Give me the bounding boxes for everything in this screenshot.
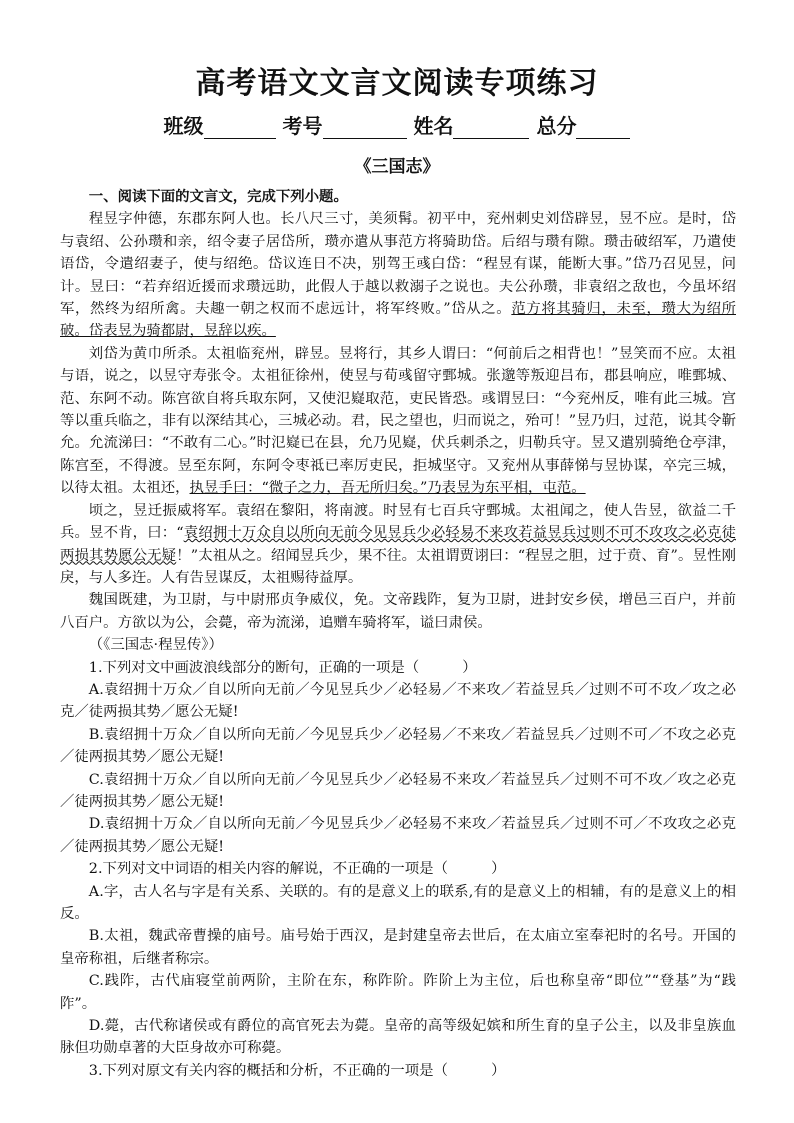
book-title: 《三国志》: [354, 157, 440, 177]
passage-text: 程昱字仲德，东郡东阿人也。长八尺三寸，美须髯。初平中，兖州刺史刘岱辟昱，昱不应。是时，岱与袁绍、公孙瓒和亲，绍令妻子居岱所，瓒亦遣从事范方将骑助岱。后绍与瓒有隙。瓒击破绍军，乃遣使语岱，令遣绍妻子，使与绍绝。岱议连日不决，别驾王彧白岱：“程昱有谋，能断大事。”岱乃召见昱，问计。昱曰：“若弃绍近援而求瓒远助，此假人于越以救溺子之说也。夫公孙瓒，非袁绍之敌也，今虽坏绍军，然终为绍所禽。夫趣一朝之权而不虑远计，将军终败。”岱从之。: [60, 211, 736, 318]
underlined-sentence-2: 执昱手曰：“微子之力，吾无所归矣。”乃表昱为东平相，屯范。: [189, 480, 586, 497]
question-2-stem: 2.下列对文中词语的相关内容的解说，不正确的一项是（ ）: [88, 861, 506, 878]
passage-source: （《三国志·程昱传》）: [88, 637, 223, 654]
question-2-option-c[interactable]: C.践阼，古代庙寝堂前两阶，主阶在东，称阼阶。阼阶上为主位，后也称皇帝“即位”“登基”为“践阼”。: [60, 973, 736, 1012]
question-3-stem: 3.下列对原文有关内容的概括和分析，不正确的一项是（ ）: [88, 1062, 506, 1079]
section-heading: 一、阅读下面的文言文，完成下列小题。: [88, 189, 348, 205]
score-blank[interactable]: [576, 118, 630, 139]
page-title: 高考语文文言文阅读专项练习: [195, 66, 599, 101]
question-1-option-a[interactable]: A.袁绍拥十万众／自以所向无前／今见昱兵少／必轻易／不来攻／若益昱兵／过则不可不攻／攻之必克／徒两损其势／愿公无疑!: [60, 681, 736, 721]
passage-paragraph-3: [60, 500, 736, 590]
wavy-underlined-sentence: 袁绍拥十万众自以所向无前今见昱兵少必轻易不来攻若益昱兵过则不可不攻攻之必克徒两损其势愿公无疑: [60, 525, 736, 564]
score-label: 总分: [536, 114, 577, 138]
number-blank[interactable]: [323, 118, 407, 139]
number-label: 考号: [282, 114, 323, 138]
question-2-option-d[interactable]: D.薨，古代称诸侯或有爵位的高官死去为薨。皇帝的高等级妃嫔和所生育的皇子公主，以及非皇族血脉但功勋卓著的大臣身故亦可称薨。: [60, 1018, 736, 1057]
passage-paragraph-2: [60, 343, 736, 500]
question-1-stem: 1.下列对文中画波浪线部分的断句，正确的一项是（ ）: [88, 659, 477, 676]
passage-text: ！”太祖从之。绍闻昱兵少，果不往。太祖谓贾诩曰：“程昱之胆，过于贲、育”。昱性刚戾，与人多迕。人有告昱谋反，太祖赐待益厚。: [60, 547, 736, 586]
question-1-option-b[interactable]: B.袁绍拥十万众／自以所向无前／今见昱兵少／必轻易／不来攻／若益昱兵／过则不可／不攻之必克／徒两损其势／愿公无疑!: [60, 726, 736, 766]
question-2-option-a[interactable]: A.字，古人名与字是有关系、关联的。有的是意义上的联系,有的是意义上的相辅，有的是意义上的相反。: [60, 883, 736, 922]
student-info-line: [0, 110, 794, 139]
name-label: 姓名: [413, 114, 454, 138]
question-1-option-c[interactable]: C.袁绍拥十万众／自以所向无前／今见昱兵少／必轻易不来攻／若益昱兵／过则不可不攻／攻之必克／徒两损其势／愿公无疑!: [60, 771, 736, 810]
class-blank[interactable]: [204, 118, 276, 139]
question-1-option-d[interactable]: D.袁绍拥十万众／自以所向无前／今见昱兵少／必轻易不来攻／若益昱兵／过则不可／不攻攻之必克／徒两损其势／愿公无疑!: [60, 816, 736, 855]
underlined-sentence-1: 范方将其骑归，未至，瓒大为绍所破。岱表昱为骑都尉，昱辞以疾。: [60, 301, 736, 340]
document-body: [60, 186, 736, 1082]
name-blank[interactable]: [453, 118, 529, 139]
passage-paragraph-1: [60, 208, 736, 342]
passage-text: 顷之，昱迁振威将军。袁绍在黎阳，将南渡。时昱有七百兵守鄄城。太祖闻之，使人告昱，欲益二千兵。昱不肯，曰：“: [60, 502, 736, 542]
passage-text: 刘岱为黄巾所杀。太祖临兖州，辟昱。昱将行，其乡人谓曰：“何前后之相背也！”昱笑而不应。太祖与语，说之，以昱守寿张令。太祖征徐州，使昱与荀彧留守鄄城。张邈等叛迎吕布，郡县响应，唯鄄城、范、东阿不动。陈宫欲自将兵取东阿，又使氾嶷取范，吏民皆恐。彧谓昱曰：“今兖州反，唯有此三城。宫等以重兵临之，非有以深结其心，三城必动。君，民之望也，归而说之，殆可！”昱乃归，过范，说其令靳允。允流涕曰：“不敢有二心。”时氾嶷已在县，允乃见嶷，伏兵刺杀之，归勒兵守。昱又遣别骑绝仓亭津，陈宫至，不得渡。昱至东阿，东阿令枣祗已率厉吏民，拒城坚守。又兖州从事薛悌与昱协谋，卒完三城，以待太祖。太祖还，: [60, 345, 736, 497]
question-2-option-b[interactable]: B.太祖，魏武帝曹操的庙号。庙号始于西汉，是封建皇帝去世后，在太庙立室奉祀时的名号。开国的皇帝称祖，后继者称宗。: [60, 928, 736, 967]
class-label: 班级: [163, 114, 204, 138]
passage-paragraph-4: 魏国既建，为卫尉，与中尉邢贞争威仪，免。文帝践阼，复为卫尉，进封安乡侯，增邑三百户，并前八百户。方欲以为公，会薨，帝为流涕，追赠车骑将军，谥曰肃侯。: [60, 592, 736, 631]
